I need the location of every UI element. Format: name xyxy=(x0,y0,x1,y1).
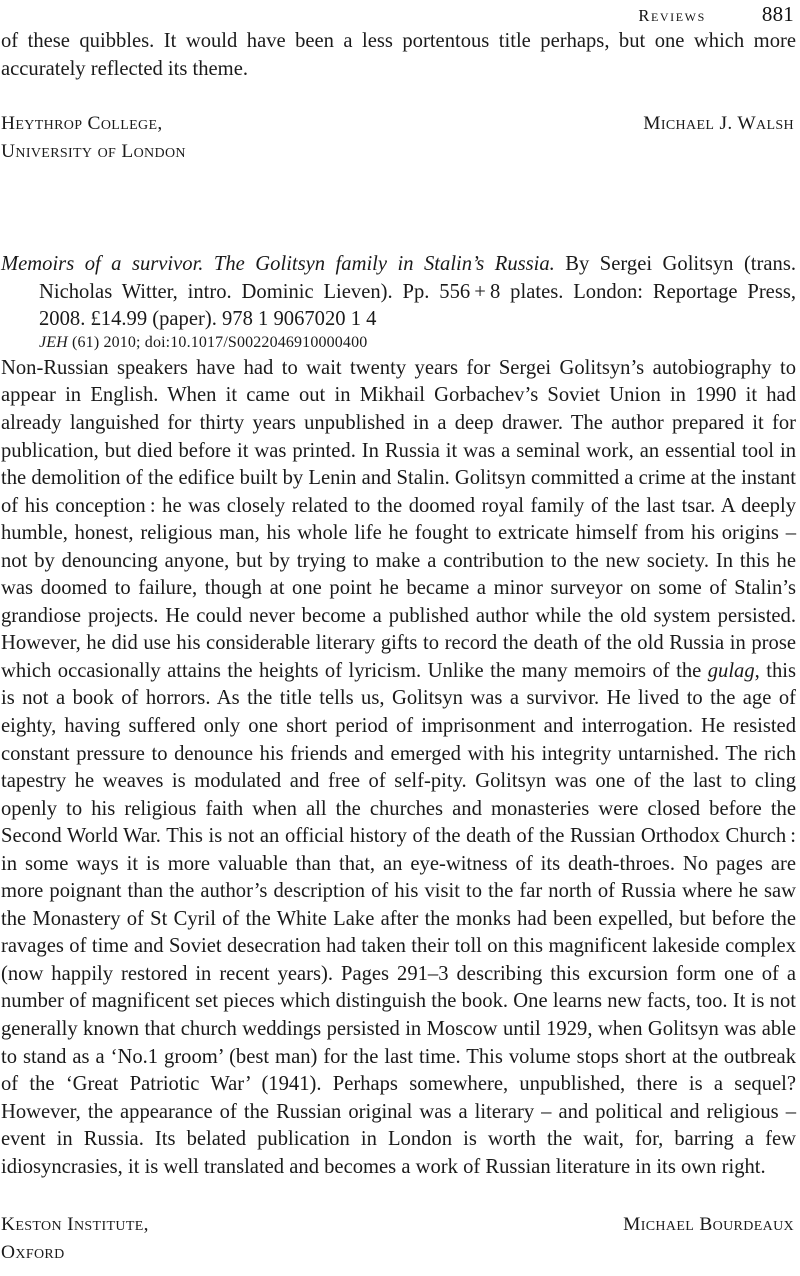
reviewer-signature-first xyxy=(1,110,796,138)
book-citation-details: By Sergei Golitsyn (trans. Nicholas Witter, intro. Dominic Lieven). Pp. 556 + 8 plates. London: Reportage Press, 2008. £14.99 (paper). 978 1 9067020 1 4 xyxy=(39,253,796,331)
reviewer-affiliation-line1: Heythrop College, xyxy=(1,113,163,135)
review-body-part2: , this is not a book of horrors. As the title tells us, Golitsyn was a survivor. He lived to the age of eighty, having suffered only one short period of imprisonment and interrogation. He resisted constant pressure to denounce his friends and emerged with his integrity untarnished. The rich tapestry he weaves is modulated and free of self-pity. Golitsyn was one of the last to cling openly to his religious faith when all the churches and monasteries were closed before the Second World War. This is not an official history of the death of the Russian Orthodox Church : in some ways it is more valuable than that, an eye-witness of its death-throes. No pages are more poignant than the author’s description of his visit to the far north of Russia where he saw the Monastery of St Cyril of the White Lake after the monks had been expelled, but before the ravages of time and Soviet desecration had taken their toll on this magnificent lakeside complex (now happily restored in recent years). Pages 291–3 describing this excursion form one of a number of magnificent set pieces which distinguish the book. One learns new facts, too. It is not generally known that church weddings persisted in Moscow until 1929, when Golitsyn was able to stand as a ‘No.1 groom’ (best man) for the last time. This volume stops short at the outbreak of the ‘Great Patriotic War’ (1941). Perhaps somewhere, unpublished, there is a sequel? However, the appearance of the Russian original was a literary – and political and religious – event in Russia. Its belated publication in London is worth the wait, for, barring a few idiosyncrasies, it is well translated and becomes a work of Russian literature in its own right. xyxy=(1,659,796,1178)
reviewer-affiliation-line2: University of London xyxy=(1,140,186,162)
continued-paragraph: of these quibbles. It would have been a less portentous title perhaps, but one which more accurately reflected its theme. xyxy=(1,30,796,80)
page-number: 881 xyxy=(761,2,794,26)
italic-term-gulag: gulag xyxy=(707,659,755,682)
book-citation xyxy=(1,251,796,334)
journal-doi-line xyxy=(1,334,796,352)
reviewer2-affiliation-line2: Oxford xyxy=(1,1241,65,1263)
running-head-label: Reviews xyxy=(638,6,706,25)
running-head xyxy=(0,0,798,28)
citation-spacer xyxy=(1,352,796,354)
page-content xyxy=(0,28,798,1266)
reviewer2-affiliation-line1: Keston Institute, xyxy=(1,1214,149,1236)
section-spacer xyxy=(1,165,796,251)
journal-abbreviation: JEH xyxy=(39,333,68,351)
review-body-part1: Non-Russian speakers have had to wait twenty years for Sergei Golitsyn’s autobiography to appear in English. When it came out in Mikhail Gorbachev’s Soviet Union in 1990 it had already languished for thirty years unpublished in a deep drawer. The author prepared it for publication, but died before it was printed. In Russia it was a seminal work, an essential tool in the demolition of the edifice built by Lenin and Stalin. Golitsyn committed a crime at the instant of his conception : he was closely related to the doomed royal family of the last tsar. A deeply humble, honest, religious man, his whole life he fought to extricate himself from his origins – not by denouncing anyone, but by trying to make a contribution to the new society. In this he was doomed to failure, though at one point he became a minor surveyor on some of Stalin’s grandiose projects. He could never become a published author while the old system persisted. However, he did use his considerable literary gifts to record the death of the old Russia in prose which occasionally attains the heights of lyricism. Unlike the many memoirs of the xyxy=(1,356,796,682)
review-body xyxy=(1,355,796,1181)
reviewer-name: Michael J. Walsh xyxy=(643,113,794,135)
book-title: Memoirs of a survivor. The Golitsyn family in Stalin’s Russia. xyxy=(1,253,555,276)
reviewer-signature-second xyxy=(1,1211,796,1239)
reviewer2-name: Michael Bourdeaux xyxy=(623,1214,794,1236)
journal-doi-details: (61) 2010; doi:10.1017/S0022046910000400 xyxy=(67,333,368,351)
